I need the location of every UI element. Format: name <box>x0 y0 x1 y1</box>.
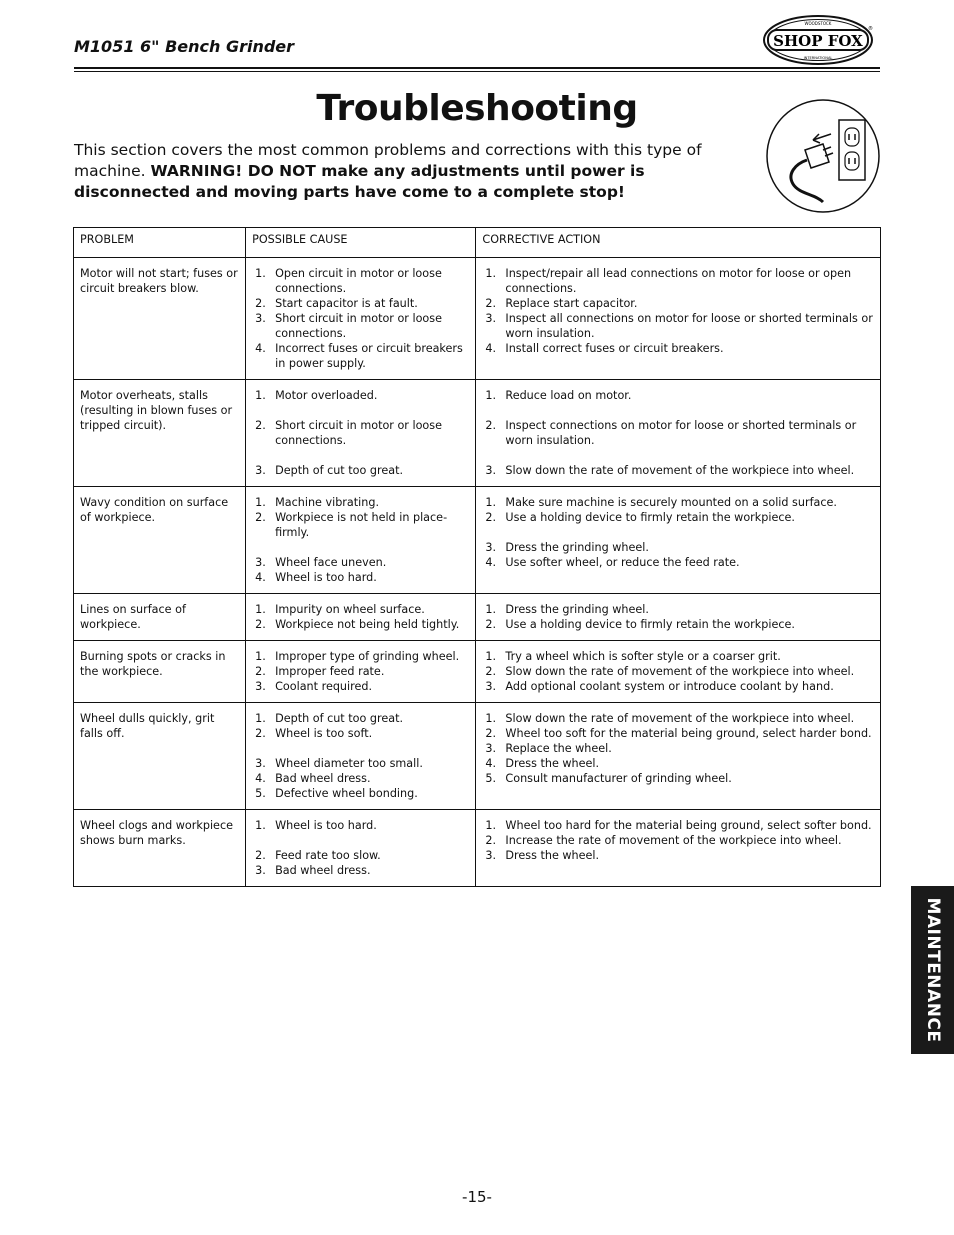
cause-item <box>252 341 469 371</box>
cause-text: Coolant required. <box>275 680 373 693</box>
action-item <box>482 649 874 664</box>
action-cell <box>476 641 881 703</box>
action-text: Try a wheel which is softer style or a coarser grit. <box>505 650 781 663</box>
cause-item <box>252 664 469 679</box>
action-number: 1. <box>485 712 497 725</box>
cause-number: 1. <box>255 496 266 509</box>
action-text: Add optional coolant system or introduce coolant by hand. <box>505 680 834 693</box>
action-number: 4. <box>485 556 497 569</box>
cause-number: 4. <box>255 571 266 584</box>
cause-item <box>252 771 469 786</box>
action-text: Make sure machine is securely mounted on a solid surface. <box>505 496 837 509</box>
cause-item <box>252 418 469 448</box>
action-item <box>482 296 874 311</box>
table-row <box>74 487 881 594</box>
cause-text: Improper type of grinding wheel. <box>275 650 460 663</box>
table-row <box>74 703 881 810</box>
action-number: 1. <box>485 496 497 509</box>
action-item <box>482 510 874 525</box>
svg-text:SHOP FOX: SHOP FOX <box>773 32 863 50</box>
problem-cell: Lines on surface of workpiece. <box>74 594 246 641</box>
action-text: Use softer wheel, or reduce the feed rate. <box>505 556 740 569</box>
cause-number: 2. <box>255 419 266 432</box>
cause-text: Start capacitor is at fault. <box>275 297 418 310</box>
table-row <box>74 380 881 487</box>
action-text: Replace the wheel. <box>505 742 612 755</box>
cause-number: 3. <box>255 312 266 325</box>
cause-text: Depth of cut too great. <box>275 712 404 725</box>
cause-text: Depth of cut too great. <box>275 464 404 477</box>
action-text: Slow down the rate of movement of the workpiece into wheel. <box>505 712 855 725</box>
action-text: Increase the rate of movement of the workpiece into wheel. <box>505 834 842 847</box>
action-item <box>482 818 874 833</box>
action-text: Reduce load on motor. <box>505 389 632 402</box>
action-item <box>482 341 874 356</box>
action-item <box>482 679 874 694</box>
cause-number: 1. <box>255 603 266 616</box>
cause-number: 1. <box>255 650 266 663</box>
action-text: Inspect all connections on motor for loose or shorted terminals or worn insulation. <box>505 312 873 340</box>
table-row <box>74 641 881 703</box>
section-tab-maintenance <box>911 886 954 1054</box>
cause-number: 3. <box>255 864 266 877</box>
cause-text: Impurity on wheel surface. <box>275 603 425 616</box>
problem-cell: Wheel dulls quickly, grit falls off. <box>74 703 246 810</box>
action-item <box>482 711 874 726</box>
header-rule-thin <box>74 71 880 72</box>
cause-number: 1. <box>255 712 266 725</box>
cause-text: Workpiece is not held in place-firmly. <box>275 511 448 539</box>
svg-text:®: ® <box>868 26 873 32</box>
action-number: 2. <box>485 665 497 678</box>
action-item <box>482 664 874 679</box>
cause-number: 2. <box>255 727 266 740</box>
cause-item <box>252 266 469 296</box>
intro-paragraph <box>74 140 764 203</box>
cause-number: 3. <box>255 464 266 477</box>
action-number: 3. <box>485 464 497 477</box>
problem-cell: Burning spots or cracks in the workpiece. <box>74 641 246 703</box>
cause-item <box>252 818 469 833</box>
cause-text: Workpiece not being held tightly. <box>275 618 460 631</box>
manual-header-title: M1051 6" Bench Grinder <box>74 37 295 56</box>
action-number: 3. <box>485 849 497 862</box>
header-corrective-action: CORRECTIVE ACTION <box>476 228 881 258</box>
action-number: 2. <box>485 297 497 310</box>
cause-text: Open circuit in motor or loose connections. <box>275 267 442 295</box>
action-item <box>482 388 874 403</box>
table-row <box>74 810 881 887</box>
cause-text: Bad wheel dress. <box>275 772 371 785</box>
cause-cell <box>246 258 476 380</box>
action-number: 3. <box>485 312 497 325</box>
action-text: Replace start capacitor. <box>505 297 638 310</box>
action-item <box>482 266 874 296</box>
intro-warning: WARNING! DO NOT make any adjustments until power is disconnected and moving parts have come to a complete stop! <box>74 162 645 201</box>
cause-text: Wheel diameter too small. <box>275 757 423 770</box>
action-number: 5. <box>485 772 497 785</box>
action-number: 2. <box>485 727 497 740</box>
table-row <box>74 594 881 641</box>
header-possible-cause: POSSIBLE CAUSE <box>246 228 476 258</box>
spacer <box>482 403 874 418</box>
action-text: Dress the wheel. <box>505 849 600 862</box>
action-cell <box>476 258 881 380</box>
action-item <box>482 555 874 570</box>
table-header-row <box>74 228 881 258</box>
action-number: 1. <box>485 603 497 616</box>
cause-item <box>252 617 469 632</box>
cause-text: Feed rate too slow. <box>275 849 381 862</box>
cause-text: Defective wheel bonding. <box>275 787 418 800</box>
cause-item <box>252 296 469 311</box>
action-text: Dress the grinding wheel. <box>505 603 649 616</box>
cause-item <box>252 555 469 570</box>
cause-item <box>252 711 469 726</box>
action-text: Install correct fuses or circuit breakers. <box>505 342 724 355</box>
action-number: 2. <box>485 618 497 631</box>
cause-cell <box>246 703 476 810</box>
unplug-warning-icon <box>765 98 881 214</box>
action-text: Use a holding device to firmly retain the workpiece. <box>505 511 795 524</box>
action-number: 3. <box>485 742 497 755</box>
header-problem: PROBLEM <box>74 228 246 258</box>
problem-cell: Motor will not start; fuses or circuit breakers blow. <box>74 258 246 380</box>
cause-item <box>252 786 469 801</box>
cause-number: 2. <box>255 665 266 678</box>
action-number: 4. <box>485 757 497 770</box>
cause-text: Wheel is too hard. <box>275 819 377 832</box>
action-item <box>482 418 874 448</box>
action-text: Consult manufacturer of grinding wheel. <box>505 772 732 785</box>
cause-text: Motor overloaded. <box>275 389 378 402</box>
cause-text: Wheel is too soft. <box>275 727 373 740</box>
action-text: Slow down the rate of movement of the workpiece into wheel. <box>505 464 855 477</box>
action-cell <box>476 380 881 487</box>
cause-item <box>252 863 469 878</box>
action-number: 2. <box>485 511 497 524</box>
action-cell <box>476 703 881 810</box>
action-text: Inspect connections on motor for loose or shorted terminals or worn insulation. <box>505 419 857 447</box>
intro-text: This section covers the most common problems and corrections with this type of machine. <box>74 141 702 180</box>
cause-cell <box>246 594 476 641</box>
spacer <box>252 540 469 555</box>
cause-item <box>252 311 469 341</box>
cause-cell <box>246 380 476 487</box>
cause-number: 1. <box>255 267 266 280</box>
cause-number: 2. <box>255 297 266 310</box>
action-number: 1. <box>485 267 497 280</box>
action-number: 1. <box>485 389 497 402</box>
cause-item <box>252 726 469 741</box>
action-number: 1. <box>485 650 497 663</box>
action-number: 2. <box>485 834 497 847</box>
action-item <box>482 741 874 756</box>
cause-number: 5. <box>255 787 266 800</box>
action-cell <box>476 594 881 641</box>
action-item <box>482 463 874 478</box>
cause-item <box>252 388 469 403</box>
cause-cell <box>246 810 476 887</box>
svg-text:INTERNATIONAL: INTERNATIONAL <box>803 56 833 60</box>
cause-item <box>252 602 469 617</box>
cause-item <box>252 679 469 694</box>
cause-cell <box>246 487 476 594</box>
action-text: Dress the grinding wheel. <box>505 541 649 554</box>
action-text: Wheel too soft for the material being ground, select harder bond. <box>505 727 872 740</box>
cause-text: Machine vibrating. <box>275 496 380 509</box>
spacer <box>482 448 874 463</box>
action-cell <box>476 810 881 887</box>
cause-item <box>252 495 469 510</box>
svg-text:WOODSTOCK: WOODSTOCK <box>804 21 832 26</box>
spacer <box>252 403 469 418</box>
cause-number: 2. <box>255 511 266 524</box>
cause-text: Short circuit in motor or loose connections. <box>275 312 442 340</box>
spacer <box>252 448 469 463</box>
page-title: Troubleshooting <box>316 88 638 129</box>
action-text: Inspect/repair all lead connections on motor for loose or open connections. <box>505 267 852 295</box>
cause-text: Wheel is too hard. <box>275 571 377 584</box>
problem-cell: Motor overheats, stalls (resulting in blown fuses or tripped circuit). <box>74 380 246 487</box>
cause-number: 2. <box>255 618 266 631</box>
cause-text: Incorrect fuses or circuit breakers in power supply. <box>275 342 463 370</box>
troubleshooting-table <box>73 227 881 887</box>
action-item <box>482 848 874 863</box>
cause-item <box>252 463 469 478</box>
spacer <box>482 525 874 540</box>
cause-text: Wheel face uneven. <box>275 556 387 569</box>
action-item <box>482 833 874 848</box>
cause-item <box>252 510 469 540</box>
problem-cell: Wheel clogs and workpiece shows burn marks. <box>74 810 246 887</box>
cause-number: 4. <box>255 342 266 355</box>
action-text: Wheel too hard for the material being ground, select softer bond. <box>505 819 872 832</box>
cause-number: 1. <box>255 389 266 402</box>
problem-cell: Wavy condition on surface of workpiece. <box>74 487 246 594</box>
action-number: 3. <box>485 680 497 693</box>
action-item <box>482 756 874 771</box>
cause-cell <box>246 641 476 703</box>
cause-item <box>252 570 469 585</box>
cause-text: Short circuit in motor or loose connections. <box>275 419 442 447</box>
action-text: Slow down the rate of movement of the workpiece into wheel. <box>505 665 855 678</box>
action-number: 2. <box>485 419 497 432</box>
cause-number: 3. <box>255 680 266 693</box>
action-text: Dress the wheel. <box>505 757 600 770</box>
cause-number: 4. <box>255 772 266 785</box>
action-item <box>482 540 874 555</box>
cause-item <box>252 649 469 664</box>
action-item <box>482 771 874 786</box>
spacer <box>252 741 469 756</box>
action-item <box>482 602 874 617</box>
spacer <box>252 833 469 848</box>
action-item <box>482 495 874 510</box>
cause-text: Bad wheel dress. <box>275 864 371 877</box>
section-tab-label: MAINTENANCE <box>922 897 943 1043</box>
action-number: 4. <box>485 342 497 355</box>
action-item <box>482 617 874 632</box>
page-number: -15- <box>462 1188 492 1206</box>
action-text: Use a holding device to firmly retain the workpiece. <box>505 618 795 631</box>
action-number: 1. <box>485 819 497 832</box>
action-item <box>482 311 874 341</box>
cause-number: 2. <box>255 849 266 862</box>
table-row <box>74 258 881 380</box>
cause-item <box>252 848 469 863</box>
action-item <box>482 726 874 741</box>
cause-number: 3. <box>255 757 266 770</box>
cause-number: 1. <box>255 819 266 832</box>
cause-number: 3. <box>255 556 266 569</box>
action-number: 3. <box>485 541 497 554</box>
cause-item <box>252 756 469 771</box>
shop-fox-logo <box>762 14 874 66</box>
cause-text: Improper feed rate. <box>275 665 385 678</box>
header-rule <box>74 67 880 69</box>
action-cell <box>476 487 881 594</box>
